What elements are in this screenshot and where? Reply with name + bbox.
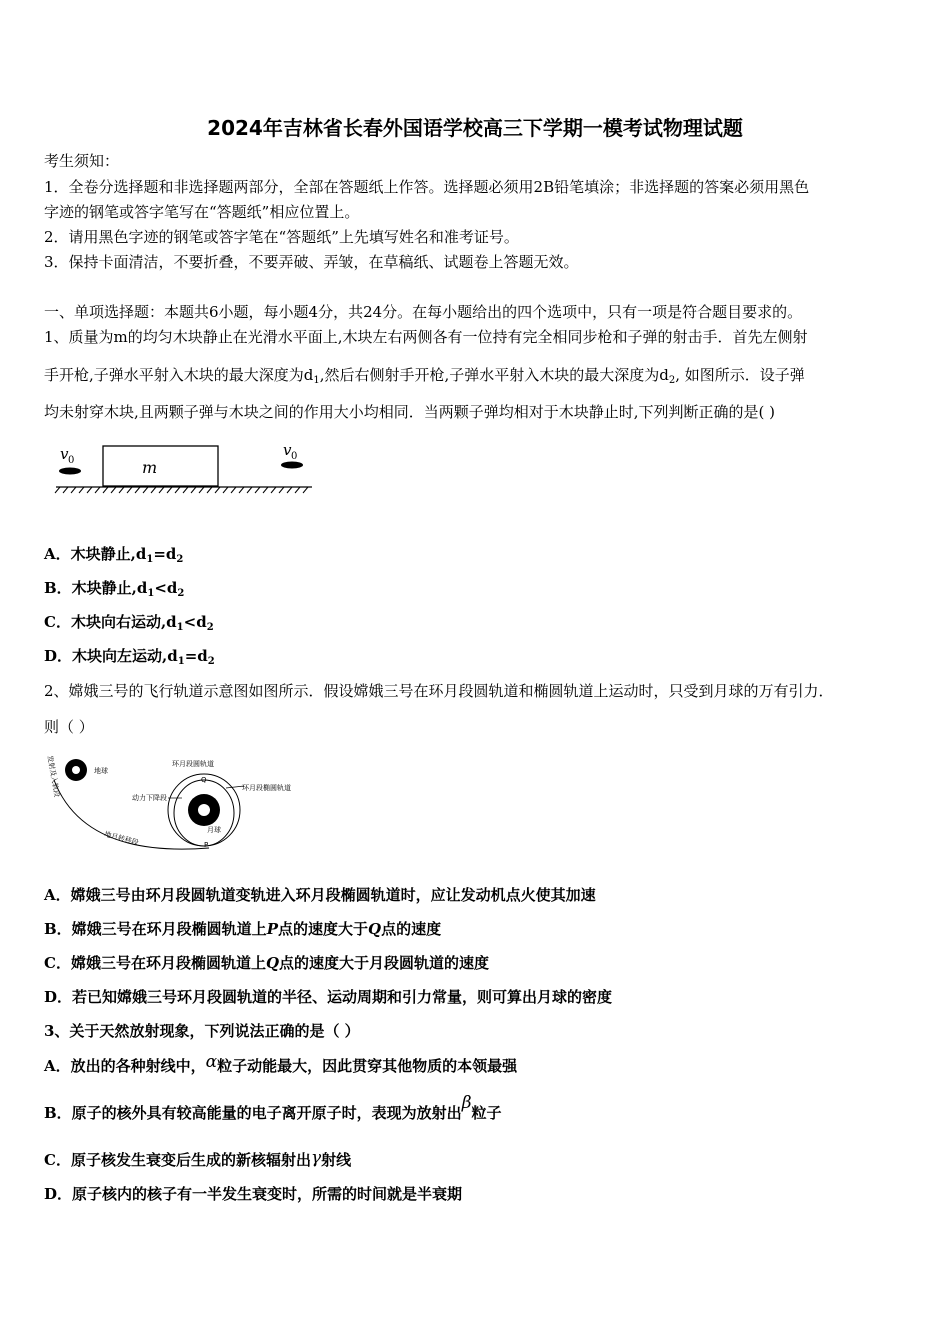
q1-option-d: D．木块向左运动$,d_1=d_2$ [44, 647, 215, 667]
q3-stem: 3、关于天然放射现象，下列说法正确的是（ ） [44, 1022, 360, 1040]
p-point-label: P [204, 841, 209, 849]
q2-option-d: D．若已知嫦娥三号环月段圆轨道的半径、运动周期和引力常量，则可算出月球的密度 [44, 988, 613, 1006]
q1-line-3: 均未射穿木块,且两颗子弹与木块之间的作用大小均相同．当两颗子弹均相对于木块静止时,下列判断正确的是( ) [44, 403, 776, 421]
notice-line-1b: 字迹的钢笔或答字笔写在“答题纸”相应位置上。 [44, 203, 360, 221]
q2-option-c: C．嫦娥三号在环月段椭圆轨道上Q点的速度大于月段圆轨道的速度 [44, 954, 490, 972]
q3-option-d: D．原子核内的核子有一半发生衰变时，所需的时间就是半衰期 [44, 1185, 463, 1203]
q1-option-a: A．木块静止$,d_1=d_2$ [44, 545, 184, 565]
circle-orbit-label: 环月段圆轨道 [172, 760, 214, 768]
notice-heading: 考生须知： [44, 152, 120, 170]
v0-right-sub: 0 [291, 451, 298, 462]
notice-line-3: 3．保持卡面清洁，不要折叠，不要弄破、弄皱，在草稿纸、试题卷上答题无效。 [44, 253, 579, 271]
mass-label: m [142, 458, 158, 477]
notice-line-2: 2．请用黑色字迹的钢笔或答字笔在“答题纸”上先填写姓名和准考证号。 [44, 228, 519, 246]
q1-option-b: B．木块静止$,d_1<d_2$ [44, 579, 185, 599]
bullet-right [281, 462, 303, 469]
earth-label: 地球 [94, 767, 108, 775]
v0-right-label: v [283, 441, 292, 459]
moon-label: 月球 [207, 826, 221, 834]
transfer-label: 地月转移段 [103, 830, 140, 847]
q-point-label: Q [201, 776, 207, 784]
q2-line-2: 则（ ） [44, 718, 94, 736]
ground-hatch [55, 487, 308, 493]
q3-option-c: C．原子核发生衰变后生成的新核辐射出γ射线 [44, 1148, 352, 1169]
ellipse-orbit-label: 环月段椭圆轨道 [242, 784, 291, 792]
q2-option-b: B．嫦娥三号在环月段椭圆轨道上P点的速度大于Q点的速度 [44, 920, 442, 938]
block-bullet-figure [50, 438, 320, 498]
q2-option-a: A．嫦娥三号由环月段圆轨道变轨进入环月段椭圆轨道时，应让发动机点火使其加速 [44, 886, 596, 904]
section-heading: 一、单项选择题：本题共6小题，每小题4分，共24分。在每小题给出的四个选项中，只有一项是符合题目要求的。 [44, 303, 803, 321]
q3-option-a: A．放出的各种射线中，α粒子动能最大，因此贯穿其他物质的本领最强 [44, 1052, 518, 1075]
q1-line-2: 手开枪,子弹水平射入木块的最大深度为$d_1$,然后右侧射手开枪,子弹水平射入木块的最大深度为$d_2$, 如图所示．设子弹 [44, 366, 805, 386]
q1-option-c: C．木块向右运动$,d_1<d_2$ [44, 613, 214, 633]
q3-option-b: B．原子的核外具有较高能量的电子离开原子时，表现为放射出β粒子 [44, 1093, 502, 1122]
orbit-figure [44, 748, 314, 858]
bullet-left [59, 468, 81, 475]
launch-label: 发射及入轨段 [45, 754, 61, 798]
wood-block [103, 446, 218, 486]
powered-descent-label: 动力下降段 [132, 794, 167, 802]
q1-line-1: 1、质量为m的均匀木块静止在光滑水平面上,木块左右两侧各有一位持有完全相同步枪和子弹的射击手．首先左侧射 [44, 328, 808, 346]
notice-line-1a: 1．全卷分选择题和非选择题两部分，全部在答题纸上作答。选择题必须用2B铅笔填涂；非选择题的答案必须用黑色 [44, 178, 810, 196]
q2-line-1: 2、嫦娥三号的飞行轨道示意图如图所示．假设嫦娥三号在环月段圆轨道和椭圆轨道上运动时，只受到月球的万有引力． [44, 682, 834, 700]
v0-left-label: v [60, 445, 69, 463]
v0-left-sub: 0 [68, 455, 75, 466]
page-title: 2024年吉林省长春外国语学校高三下学期一模考试物理试题 [207, 116, 743, 140]
